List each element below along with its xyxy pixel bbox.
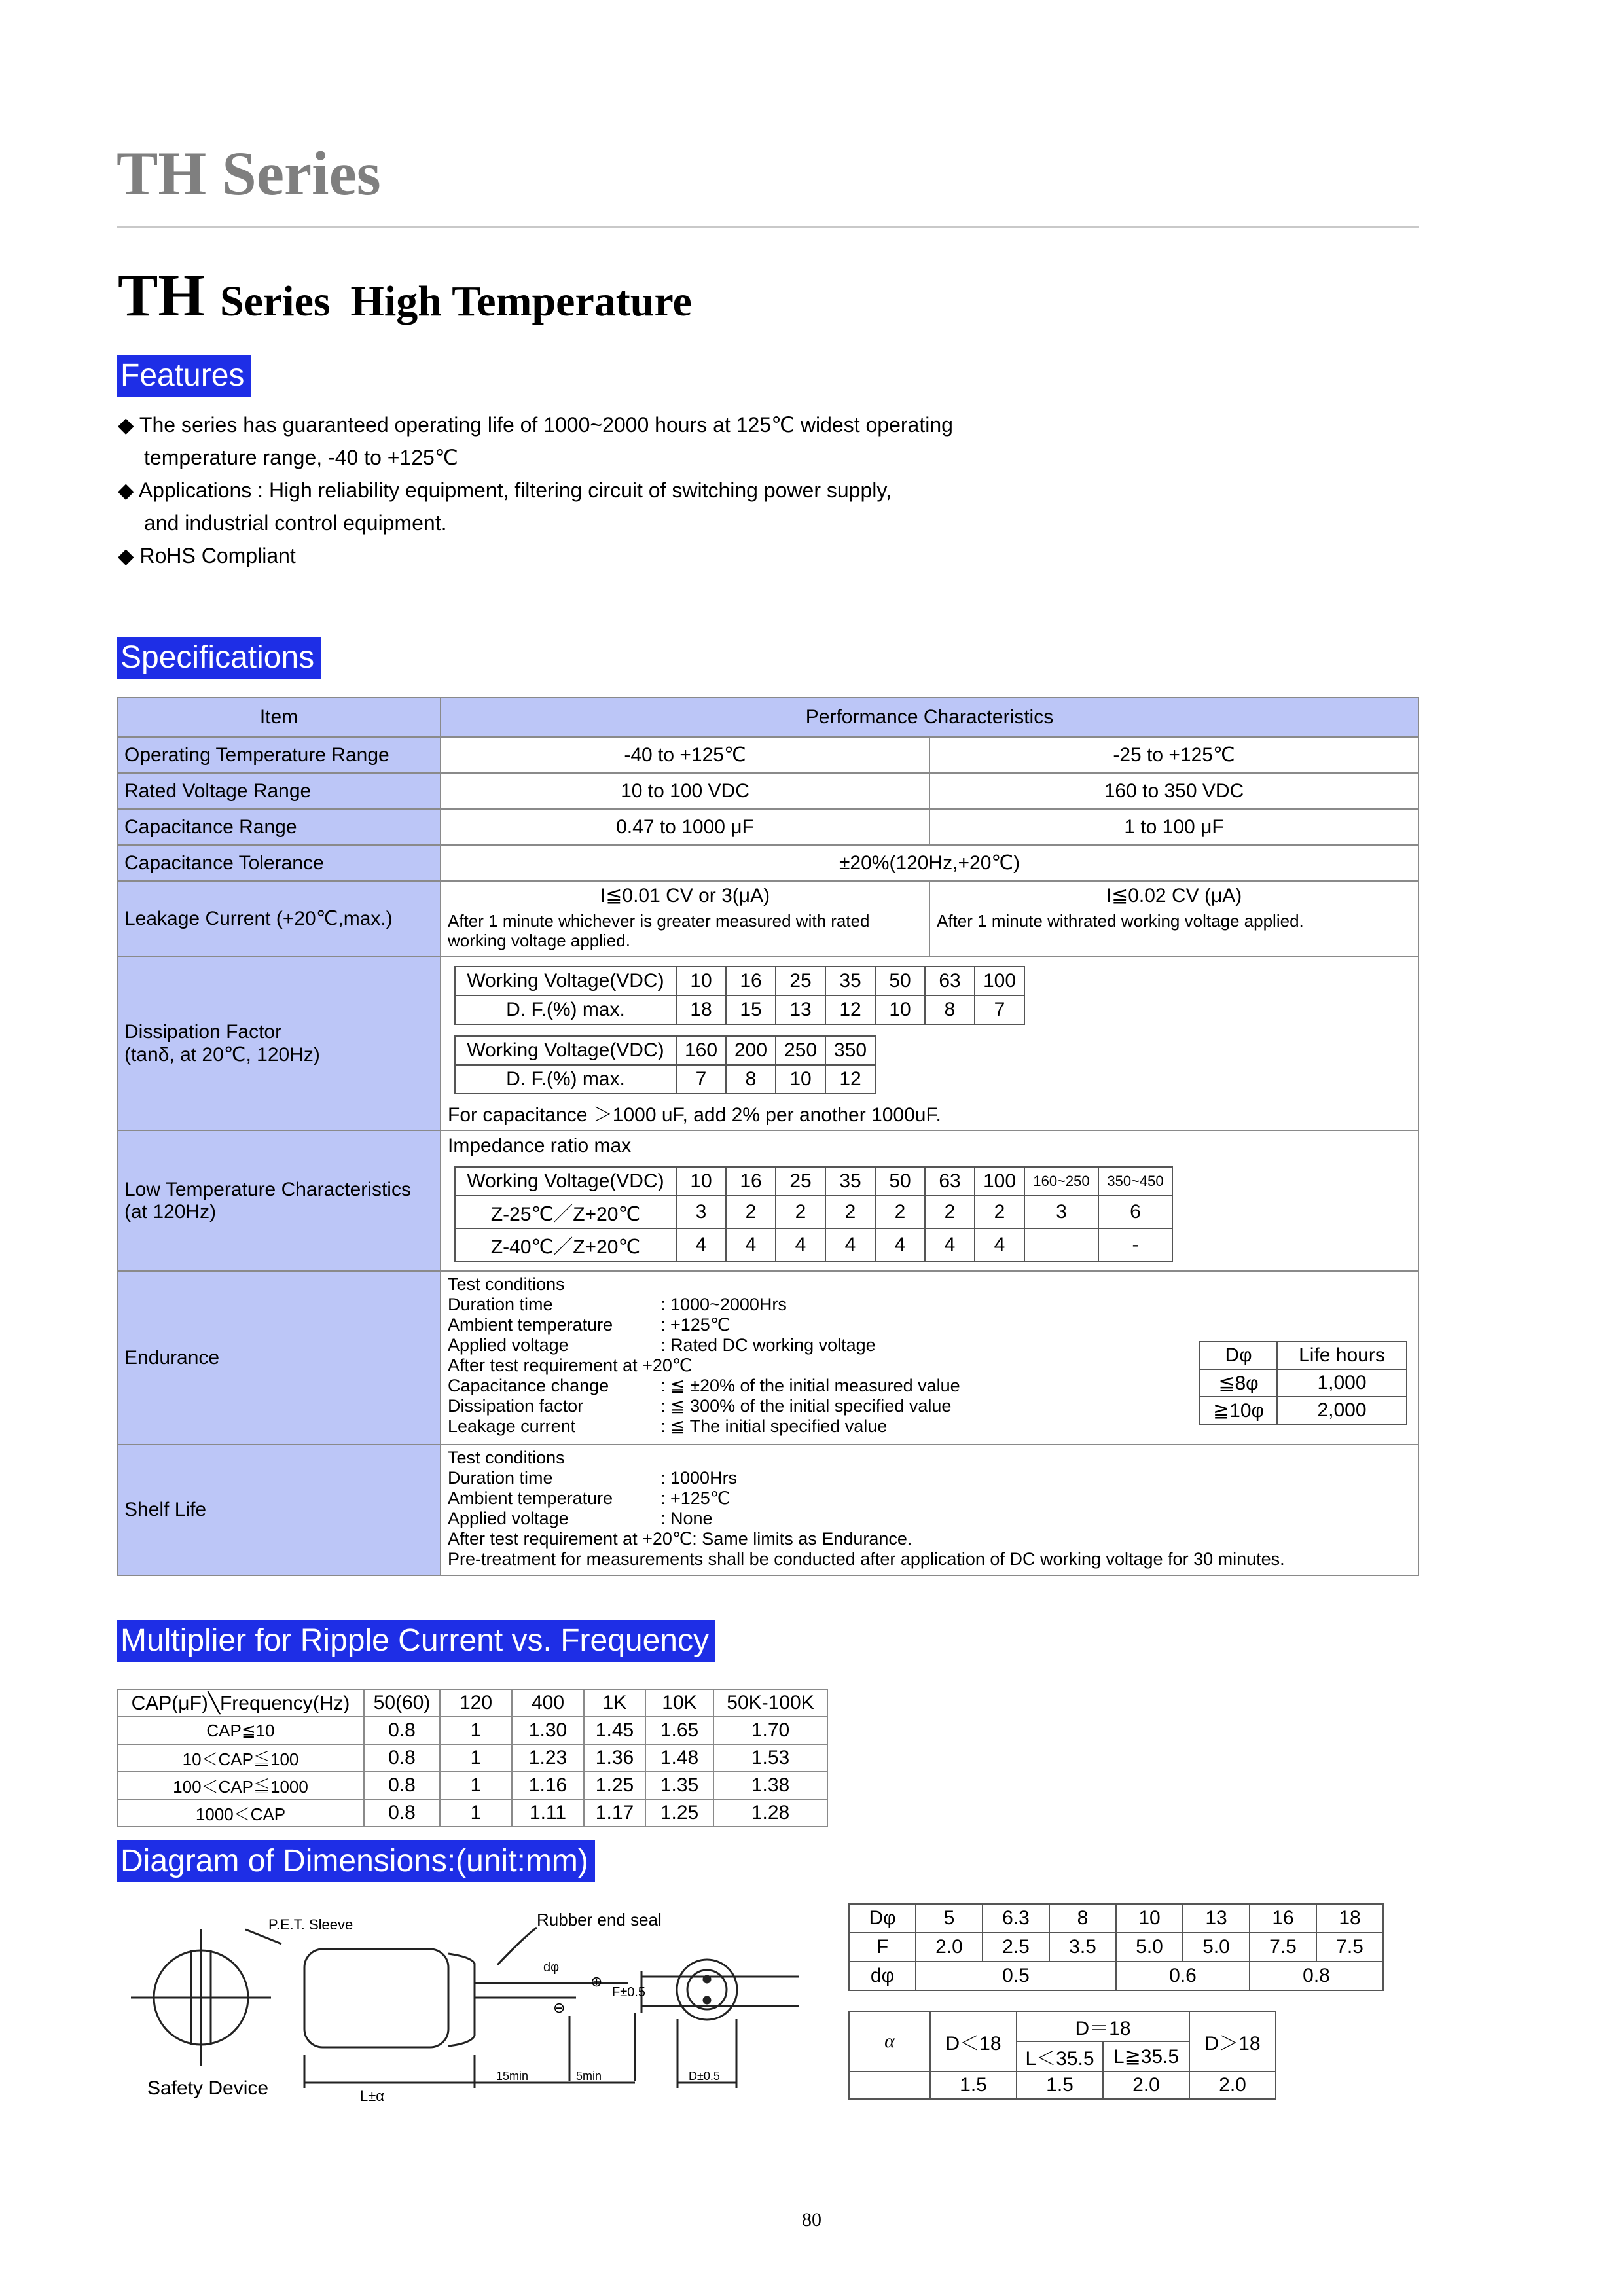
plus-symbol: ⊕ — [590, 1973, 603, 1990]
shelf-life-text: Test conditions Duration time : 1000Hrs Ambient temperature : +125℃ Applied voltage : None After test requirement at +20℃: Same limits as Endurance. Pre-treatment for measurements shall be conducted after application of DC working voltage for 30 minutes. — [448, 1448, 1285, 1569]
rated-voltage-b: 160 to 350 VDC — [929, 773, 1418, 809]
title-divider — [117, 226, 1419, 228]
dimension-table-2: α D＜18 D＝18 D＞18 L＜35.5 L≧35.5 1.5 1.5 2.0 2.0 — [848, 2011, 1276, 2100]
df-note: For capacitance ＞1000 uF, add 2% per another 1000uF. — [448, 1104, 941, 1126]
diameter-label: D±0.5 — [689, 2070, 720, 2083]
df-content — [441, 956, 1418, 1130]
df-table-1: Working Voltage(VDC) 10 16 25 35 50 63 100 D. F.(%) max. 18 15 13 12 10 8 7 — [454, 966, 1025, 1025]
ripple-row: 10＜CAP≦100 0.8 1 1.23 1.36 1.48 1.53 — [117, 1744, 827, 1772]
leakage-b-note: After 1 minute withrated working voltage applied. — [937, 911, 1304, 931]
series-code: TH — [118, 262, 205, 329]
series-word: Series — [219, 278, 331, 325]
endurance-label: Endurance — [117, 1271, 441, 1444]
feature-line-5: ◆ RoHS Compliant — [118, 544, 296, 567]
shelf-life-label: Shelf Life — [117, 1444, 441, 1575]
cap-range-label: Capacitance Range — [117, 809, 441, 845]
rubber-seal — [448, 1954, 475, 2046]
lead-15min-label: 15min — [496, 2070, 529, 2083]
feature-line-2: temperature range, -40 to +125℃ — [144, 446, 458, 469]
cap-tolerance-label: Capacitance Tolerance — [117, 845, 441, 881]
features-list — [118, 408, 953, 572]
low-temp-content — [441, 1130, 1418, 1271]
feature-line-4: and industrial control equipment. — [144, 511, 447, 535]
series-description: High Temperature — [350, 278, 692, 325]
leakage-label: Leakage Current (+20℃,max.) — [117, 881, 441, 956]
leakage-b — [929, 881, 1418, 956]
front-view-circle — [677, 1960, 737, 2020]
impedance-table: Working Voltage(VDC) 10 16 25 35 50 63 100 160~250 350~450 Z-25℃／Z+20℃ 3 2 2 2 2 2 2 3 6 Z-40℃／Z+20℃ 4 4 4 4 4 4 4 - — [454, 1166, 1173, 1262]
series-title — [118, 260, 692, 330]
ripple-heading: Multiplier for Ripple Current vs. Frequency — [117, 1620, 715, 1662]
lead-5min-label: 5min — [576, 2070, 602, 2083]
df-table-2: Working Voltage(VDC) 160 200 250 350 D. F.(%) max. 7 8 10 12 — [454, 1035, 876, 1094]
cap-range-b: 1 to 100 μF — [929, 809, 1418, 845]
op-temp-b: -25 to +125℃ — [929, 737, 1418, 773]
spec-col-performance: Performance Characteristics — [441, 698, 1418, 737]
cap-tolerance-value: ±20%(120Hz,+20℃) — [441, 845, 1418, 881]
df-label: Dissipation Factor (tanδ, at 20℃, 120Hz) — [117, 956, 441, 1130]
op-temp-label: Operating Temperature Range — [117, 737, 441, 773]
capacitor-diagram — [118, 1898, 812, 2114]
features-heading: Features — [117, 355, 251, 397]
shelf-life-content — [441, 1444, 1418, 1575]
rubber-seal-label: Rubber end seal — [537, 1910, 662, 1929]
low-temp-label: Low Temperature Characteristics (at 120Hz) — [117, 1130, 441, 1271]
ripple-row: 1000＜CAP 0.8 1 1.11 1.17 1.25 1.28 — [117, 1799, 827, 1827]
length-label: L±α — [360, 2088, 385, 2104]
spec-col-item: Item — [117, 698, 441, 737]
leakage-b-formula: I≦0.02 CV (μA) — [1106, 885, 1242, 906]
rubber-pointer — [497, 1928, 537, 1965]
pet-sleeve-label: P.E.T. Sleeve — [268, 1916, 353, 1933]
op-temp-a: -40 to +125℃ — [441, 737, 929, 773]
ripple-row: 100＜CAP≦1000 0.8 1 1.16 1.25 1.35 1.38 — [117, 1772, 827, 1799]
specifications-table — [117, 697, 1419, 1576]
dimension-table-1: Dφ 5 6.3 8 10 13 16 18 F 2.0 2.5 3.5 5.0 5.0 7.5 7.5 dφ 0.5 0.6 0.8 — [848, 1903, 1384, 1991]
minus-symbol: ⊖ — [553, 2000, 566, 2016]
dimensions-heading: Diagram of Dimensions:(unit:mm) — [117, 1840, 595, 1882]
lead-spacing-label: F±0.5 — [612, 1985, 645, 2000]
leakage-a-note: After 1 minute whichever is greater measured with rated working voltage applied. — [448, 911, 870, 950]
endurance-text: Test conditions Duration time : 1000~2000Hrs Ambient temperature : +125℃ Applied voltage : Rated DC working voltage After test requirement at +20℃ Capacitance change : ≦ ±20% of the initial measured value Dissipation factor : ≦ 300% of the initial specified value Leakage current : ≦ The initial specified value — [448, 1274, 960, 1436]
specifications-heading: Specifications — [117, 637, 321, 679]
page-title: TH Series — [117, 139, 381, 208]
impedance-title: Impedance ratio max — [448, 1135, 632, 1157]
feature-line-3: ◆ Applications : High reliability equipment, filtering circuit of switching power supply, — [118, 478, 892, 502]
cap-range-a: 0.47 to 1000 μF — [441, 809, 929, 845]
safety-device-label: Safety Device — [147, 2077, 269, 2099]
rated-voltage-a: 10 to 100 VDC — [441, 773, 929, 809]
leakage-a-formula: I≦0.01 CV or 3(μA) — [600, 885, 770, 906]
rated-voltage-label: Rated Voltage Range — [117, 773, 441, 809]
lead-diameter-label: dφ — [543, 1960, 560, 1975]
feature-line-1: ◆ The series has guaranteed operating life of 1000~2000 hours at 125℃ widest operating — [118, 413, 953, 437]
endurance-content — [441, 1271, 1418, 1444]
ripple-row: CAP≦10 0.8 1 1.30 1.45 1.65 1.70 — [117, 1717, 827, 1744]
capacitor-body — [304, 1949, 448, 2047]
ripple-table: CAP(μF)╲Frequency(Hz) 50(60) 120 400 1K 10K 50K-100K CAP≦10 0.8 1 1.30 1.45 1.65 1.70 10＜CAP≦100 0.8 1 1.23 1.36 1.48 1.53 100＜CAP≦1000 0.8 1 1.16 1.25 1.35 1.38 1000＜CAP 0.8 1 1.11 1.17 1.25 1.28 — [117, 1689, 828, 1827]
life-hours-table: Dφ Life hours ≦8φ 1,000 ≧10φ 2,000 — [1199, 1341, 1407, 1425]
page-number: 80 — [802, 2209, 821, 2231]
leakage-a — [441, 881, 929, 956]
